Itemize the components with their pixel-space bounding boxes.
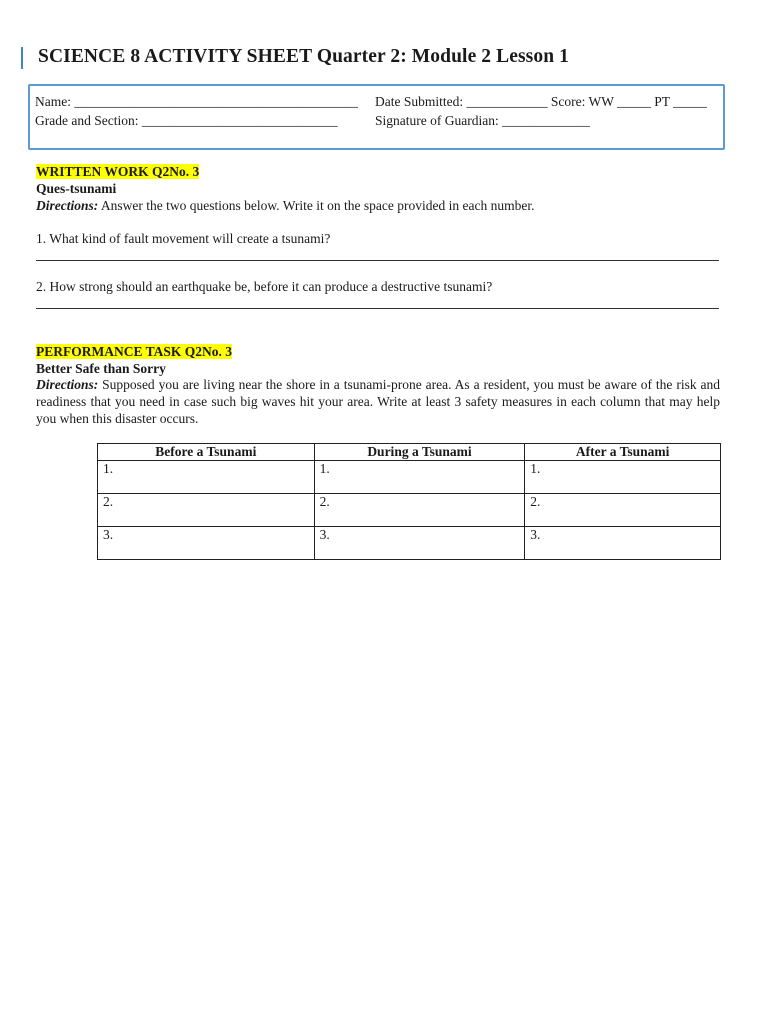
header-after-tsunami: After a Tsunami <box>525 444 721 461</box>
directions-text: Answer the two questions below. Write it on the space provided in each number. <box>98 198 535 213</box>
table-cell[interactable]: 1. <box>314 461 525 494</box>
date-submitted-and-score <box>375 94 707 110</box>
signature-field[interactable]: Signature of Guardian: _____________ <box>375 113 590 128</box>
answer-line-1[interactable] <box>36 260 719 261</box>
table-row <box>98 494 721 527</box>
name-field[interactable]: Name: __________________________________________ <box>35 94 358 109</box>
directions-text: Supposed you are living near the shore in a tsunami-prone area. As a resident, you must be aware of the risk and readiness that you need in case such big waves hit your area. Write at least 3 safety measures in each column that may help you when this disaster occurs. <box>36 377 720 426</box>
directions-label: Directions: <box>36 377 99 392</box>
written-work-heading <box>36 164 199 180</box>
performance-task-subtitle: Better Safe than Sorry <box>36 361 166 376</box>
table-row <box>98 461 721 494</box>
table-cell[interactable]: 2. <box>525 494 721 527</box>
grade-section-field[interactable]: Grade and Section: _____________________________ <box>35 113 338 128</box>
table-cell[interactable]: 2. <box>314 494 525 527</box>
written-work-title: WRITTEN WORK Q2No. 3 <box>36 164 200 179</box>
header-during-tsunami: During a Tsunami <box>314 444 525 461</box>
table-cell[interactable]: 1. <box>525 461 721 494</box>
table-cell[interactable]: 3. <box>314 527 525 560</box>
table-cell[interactable]: 3. <box>98 527 315 560</box>
student-info-box <box>28 84 725 150</box>
table-row <box>98 527 721 560</box>
title-accent-bar <box>21 47 23 69</box>
score-field[interactable]: Score: WW _____ PT _____ <box>550 94 707 109</box>
performance-task-heading <box>36 344 232 360</box>
table-cell[interactable]: 2. <box>98 494 315 527</box>
performance-task-title: PERFORMANCE TASK Q2No. 3 <box>36 344 233 359</box>
performance-task-directions <box>36 376 720 427</box>
question-2: 2. How strong should an earthquake be, before it can produce a destructive tsunami? <box>36 279 493 294</box>
table-cell[interactable]: 3. <box>525 527 721 560</box>
table-header-row <box>98 444 721 461</box>
answer-line-2[interactable] <box>36 308 719 309</box>
written-work-subtitle: Ques-tsunami <box>36 181 117 196</box>
safety-measures-table <box>97 443 721 560</box>
question-1: 1. What kind of fault movement will create a tsunami? <box>36 231 331 246</box>
header-before-tsunami: Before a Tsunami <box>98 444 315 461</box>
written-work-directions <box>36 197 726 214</box>
directions-label: Directions: <box>36 198 99 213</box>
table-cell[interactable]: 1. <box>98 461 315 494</box>
page-title: SCIENCE 8 ACTIVITY SHEET Quarter 2: Module 2 Lesson 1 <box>38 46 569 67</box>
date-submitted-field[interactable]: Date Submitted: ____________ <box>375 94 548 109</box>
